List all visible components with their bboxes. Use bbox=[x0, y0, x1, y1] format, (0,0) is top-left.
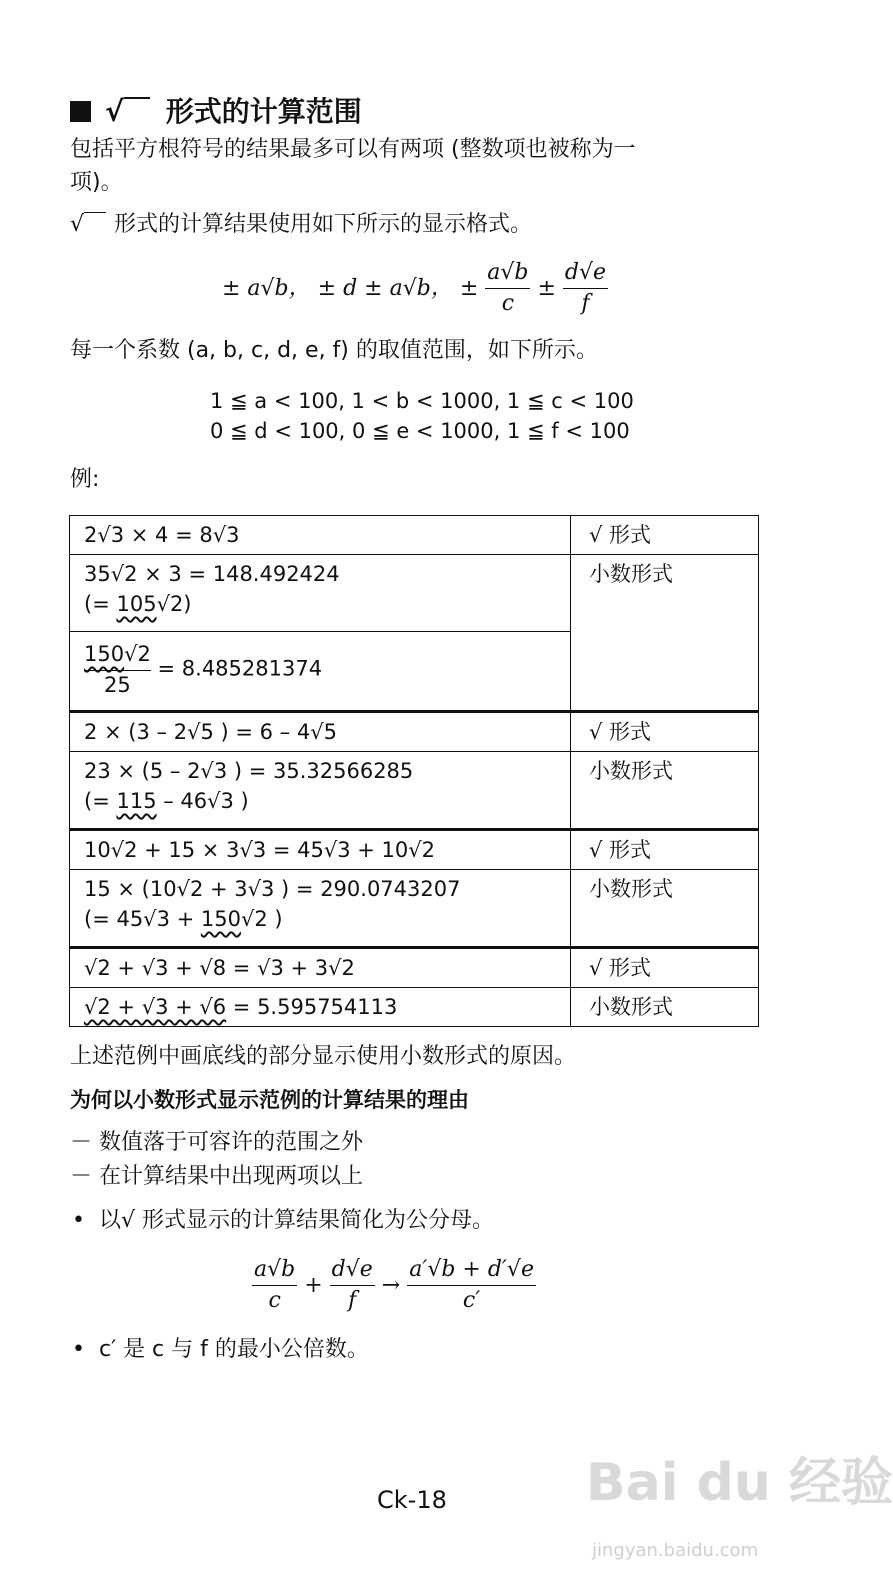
form-cell: √ 形式 bbox=[571, 516, 759, 555]
heading-text: 形式的计算范围 bbox=[165, 95, 362, 128]
form-cell: 小数形式 bbox=[571, 555, 759, 712]
table-row bbox=[70, 555, 759, 632]
expr-cell: 2 × (3 – 2√5 ) = 6 – 4√5 bbox=[70, 712, 571, 752]
section-heading bbox=[70, 90, 362, 130]
reason-1: － 数值落于可容许的范围之外 bbox=[70, 1130, 363, 1155]
square-bullet-icon bbox=[70, 101, 91, 122]
coefficient-text: 每一个系数 (a, b, c, d, e, f) 的取值范围，如下所示。 bbox=[70, 338, 598, 363]
expr-cell: 23 × (5 – 2√3 ) = 35.32566285 (= 115 – 46√3 ) bbox=[70, 752, 571, 830]
format-formula: ± a√b， ± d ± a√b， ± $\frac{a√b}{c}$ ± $\frac{d√e}{f}$ bbox=[222, 258, 608, 319]
example-label: 例: bbox=[70, 467, 100, 492]
form-cell: 小数形式 bbox=[571, 752, 759, 830]
table-row bbox=[70, 516, 759, 555]
reason-2: － 在计算结果中出现两项以上 bbox=[70, 1164, 363, 1189]
table-row bbox=[70, 988, 759, 1027]
expr-cell: √2 + √3 + √8 = √3 + 3√2 bbox=[70, 948, 571, 988]
bullet-2: • c′ 是 c 与 f 的最小公倍数。 bbox=[72, 1337, 369, 1362]
expr-cell: $\frac{150√2}{25}$ = 8.485281374 bbox=[70, 632, 571, 712]
reason-title: 为何以小数形式显示范例的计算结果的理由 bbox=[70, 1088, 469, 1112]
expr-cell: 35√2 × 3 = 148.492424 (= 105√2) bbox=[70, 555, 571, 632]
expr-cell: 10√2 + 15 × 3√3 = 45√3 + 10√2 bbox=[70, 830, 571, 870]
range-line-1: 1 ≦ a < 100, 1 < b < 1000, 1 ≦ c < 100 bbox=[210, 389, 634, 413]
form-cell: √ 形式 bbox=[571, 948, 759, 988]
fraction-1: $\frac{a√b}{c}$ bbox=[487, 260, 529, 316]
form-cell: √ 形式 bbox=[571, 712, 759, 752]
expr-cell: 15 × (10√2 + 3√3 ) = 290.0743207 (= 45√3 + 150√2 ) bbox=[70, 870, 571, 948]
root-symbol: √ bbox=[105, 95, 124, 128]
table-row bbox=[70, 870, 759, 948]
example-table bbox=[69, 515, 759, 1027]
intro-line-1: 包括平方根符号的结果最多可以有两项 (整数项也被称为一 bbox=[70, 137, 636, 162]
form-cell: √ 形式 bbox=[571, 830, 759, 870]
note-text: 上述范例中画底线的部分显示使用小数形式的原因。 bbox=[70, 1044, 577, 1069]
intro-line-3: √ 形式的计算结果使用如下所示的显示格式。 bbox=[70, 212, 533, 237]
expr-cell: 2√3 × 4 = 8√3 bbox=[70, 516, 571, 555]
form-cell: 小数形式 bbox=[571, 870, 759, 948]
bullet-dot-icon: • bbox=[72, 1337, 85, 1362]
page-number: Ck-18 bbox=[377, 1486, 447, 1514]
bullet-1: • 以√ 形式显示的计算结果简化为公分母。 bbox=[72, 1208, 494, 1233]
watermark-url: jingyan.baidu.com bbox=[592, 1540, 759, 1561]
fraction-2: $\frac{d√e}{f}$ bbox=[564, 260, 607, 316]
range-line-2: 0 ≦ d < 100, 0 ≦ e < 1000, 1 ≦ f < 100 bbox=[210, 419, 630, 443]
table-row bbox=[70, 948, 759, 988]
table-row bbox=[70, 830, 759, 870]
expr-cell: √2 + √3 + √6 = 5.595754113 bbox=[70, 988, 571, 1027]
arrow-right-icon: → bbox=[381, 1273, 401, 1298]
common-denominator-formula: $\frac{a√b}{c}$ + $\frac{d√e}{f}$ → $\frac{a'√b + d'√e}{c'}$ bbox=[254, 1257, 534, 1313]
table-row bbox=[70, 712, 759, 752]
table-row bbox=[70, 752, 759, 830]
form-cell: 小数形式 bbox=[571, 988, 759, 1027]
baidu-watermark: Bai du 经验 bbox=[586, 1453, 893, 1513]
intro-line-2: 项)。 bbox=[70, 170, 123, 195]
bullet-dot-icon: • bbox=[72, 1208, 85, 1233]
